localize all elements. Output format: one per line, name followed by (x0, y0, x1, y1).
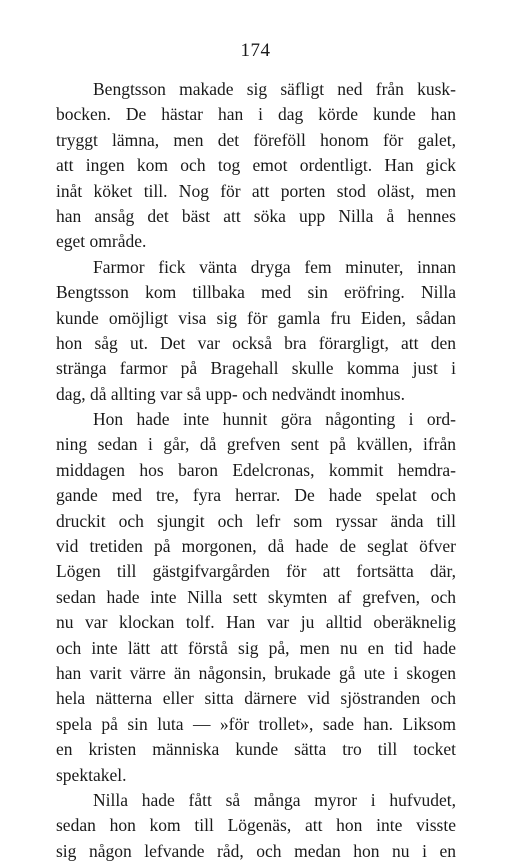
text-line: ning sedan i går, då grefven sent på kvällen, ifrån (56, 434, 456, 455)
text-line: middagen hos baron Edelcronas, kommit hemdra- (56, 459, 456, 480)
text-line: eget område. (56, 231, 147, 252)
text-line: tryggt lämna, men det föreföll honom för galet, (56, 129, 456, 150)
text-line: nu var klockan tolf. Han var ju alltid oberäknelig (56, 612, 456, 633)
text-line: spektakel. (56, 764, 127, 785)
text-line: han ansåg det bäst att söka upp Nilla å hennes (56, 205, 456, 226)
text-line: och inte lätt att förstå sig på, men nu en tid hade (56, 637, 456, 658)
body-text (56, 77, 456, 864)
text-line: sedan hon kom till Lögenäs, att hon inte visste (56, 815, 456, 836)
text-line: Hon hade inte hunnit göra någonting i ord- (93, 409, 456, 430)
text-line: stränga farmor på Bragehall skulle komma just i (56, 358, 456, 379)
text-line: spela på sin luta — »för trollet», sade han. Liksom (56, 713, 456, 734)
text-line: han varit värre än någonsin, brukade gå ute i skogen (56, 662, 456, 683)
text-line: kunde omöjligt visa sig för gamla fru Eiden, sådan (56, 307, 456, 328)
text-line: en kristen människa kunde sätta tro till tocket (56, 739, 456, 760)
text-line: dag, då allting var så upp- och nedvändt inomhus. (56, 383, 405, 404)
text-line: Farmor fick vänta dryga fem minuter, innan (93, 256, 456, 277)
text-line: inåt köket till. Nog för att porten stod oläst, men (56, 180, 456, 201)
text-line: Nilla hade fått så många myror i hufvudet, (93, 789, 456, 810)
text-line: att ingen kom och tog emot ordentligt. Han gick (56, 155, 456, 176)
text-line: Bengtsson makade sig säfligt ned från kusk- (93, 79, 456, 99)
text-line: bocken. De hästar han i dag körde kunde han (56, 104, 456, 125)
text-line: Lögen till gästgifvargården för att fortsätta där, (56, 561, 456, 582)
text-line: druckit och sjungit och lefr som ryssar ända till (56, 510, 456, 531)
text-line: hon såg ut. Det var också bra förargligt, att den (56, 332, 456, 353)
text-line: gande med tre, fyra herrar. De hade spelat och (56, 485, 456, 506)
text-line: hela nätterna eller sitta därnere vid sjöstranden och (56, 688, 456, 709)
text-line: vid tretiden på morgonen, då hade de seglat öfver (56, 536, 456, 557)
text-line: Bengtsson kom tillbaka med sin eröfring. Nilla (56, 282, 456, 303)
text-line: sedan hade inte Nilla sett skymten af grefven, och (56, 586, 456, 607)
page-number: 174 (240, 40, 271, 61)
text-line: sig någon lefvande råd, och medan hon nu i en (56, 840, 456, 861)
